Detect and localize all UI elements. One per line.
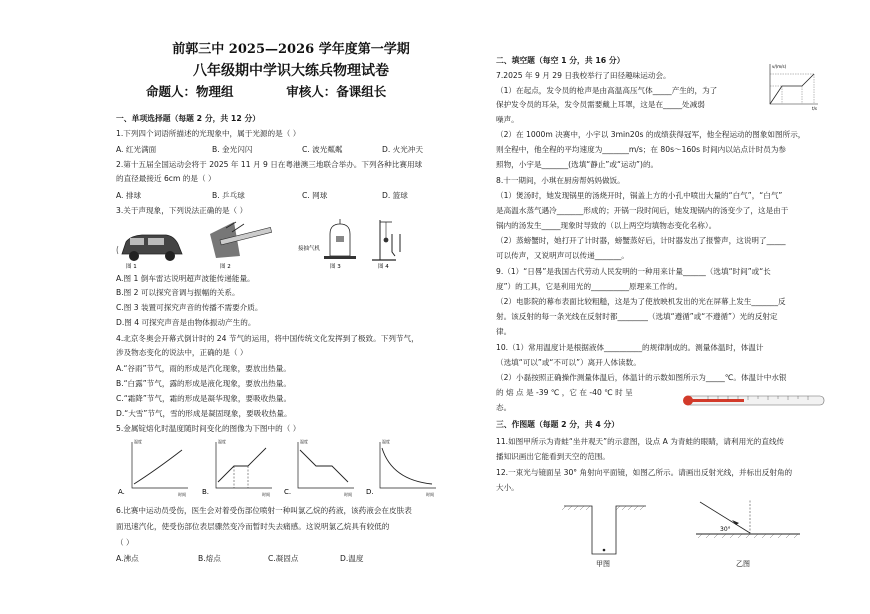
q10-line2: （选填“可以”或“不可以”）离开人体读数。 — [496, 358, 641, 367]
q11-line2: 播知识画出它能看到天空的范围。 — [496, 452, 610, 461]
q1-stem: 1.下列四个词语所描述的光现象中，属于光源的是（ ） — [116, 129, 301, 138]
fig4-label: 图 4 — [378, 264, 389, 270]
q10-line5: 态。 — [496, 403, 512, 412]
q7-graph-y-label: v/(m/s) — [772, 64, 787, 69]
q2-option-b: B. 乒乓球 — [212, 191, 245, 200]
q7-line5: （2）在 1000m 决赛中，小宇以 3min20s 的成绩获得冠军，他全程运动的图象如图所示， — [496, 130, 806, 139]
q1-option-c: C. 波光粼粼 — [302, 145, 343, 154]
q5-stem: 5.金属锭熔化时温度随时间变化的图像为下图中的（ ） — [116, 424, 301, 433]
fig2-ruler-icon — [210, 222, 272, 258]
thermometer-icon — [678, 391, 828, 411]
q8-line3: 是高温水蒸气遇冷_______形成的；开锅一段时间后，她发现锅内的汤变少了，这是由于 — [496, 206, 789, 215]
section3-title: 三、作图题（每题 2 分，共 4 分） — [496, 420, 620, 429]
q6-option-a: A.沸点 — [116, 554, 139, 563]
q5-a-axis-t: 温度 — [134, 439, 142, 444]
fig3-label: 图 3 — [330, 264, 341, 270]
q2-option-d: D. 篮球 — [382, 191, 408, 200]
q4-option-c: C.“霜降”节气，霜的形成是凝华现象，要吸收热量。 — [116, 394, 292, 403]
q12-line1: 12.一束光与镜面呈 30° 角射向平面镜，如图乙所示。请画出反射光线，并标出反射角的 — [496, 468, 793, 477]
q11-line1: 11.如图甲所示为青蛙“坐井观天”的示意图，设点 A 为青蛙的眼睛，请利用光的直线传 — [496, 437, 785, 446]
q5-graph-c — [284, 438, 354, 497]
exam-authors — [146, 82, 496, 100]
q4-option-a: A.“谷雨”节气，雨的形成是汽化现象，要放出热量。 — [116, 364, 291, 373]
well-figure — [562, 506, 646, 568]
exam-reviewer: 审核人：备课组长 — [286, 84, 387, 99]
q7-graph-x-label: t/s — [812, 106, 817, 111]
q10-line3: （2）小磊按照正确操作测量体温后，体温计的示数如图所示为_____℃。体温计中水银 — [496, 373, 787, 382]
q5-graph-b — [202, 438, 272, 497]
q7-line4: 噪声。 — [496, 115, 519, 124]
left-column — [116, 0, 466, 614]
q2-stem-line2: 的直径最接近 6cm 的是（ ） — [116, 174, 216, 183]
q3-option-c: C.图 3 装置可探究声音的传播不需要介质。 — [116, 303, 263, 312]
q5-graph-a — [118, 438, 188, 497]
fig1-car-icon — [116, 235, 182, 261]
q5-graphs — [116, 436, 466, 500]
fig3-bell-jar-icon — [324, 219, 356, 259]
q2-stem-line1: 2.第十五届全国运动会将于 2025 年 11 月 9 日在粤港澳三地联合举办。下列各种比赛用球 — [116, 160, 423, 169]
q10-line1: 10.（1）常用温度计是根据液体__________的规律制成的。测量体温时，体温计 — [496, 343, 764, 352]
q9-line5: 律。 — [496, 327, 512, 336]
q2-option-a: A. 排球 — [116, 191, 142, 200]
q3-stem: 3.关于声现象，下列说法正确的是（ ） — [116, 206, 248, 215]
q3-option-d: D.图 4 可探究声音是由物体振动产生的。 — [116, 318, 256, 327]
fig3-pump-label: 接抽气机 — [298, 246, 321, 252]
incident-angle-label: 30° — [720, 526, 731, 533]
q3-figures — [116, 216, 466, 270]
q9-line4: 射。该反射的每一条光线在反射时都________（选填“遵循”或“不遵循”）光的反射定 — [496, 312, 778, 321]
q1-option-b: B. 金光闪闪 — [212, 145, 253, 154]
q7-line2: （1）在起点，发令员的枪声是由高温高压气体_____产生的，为了 — [496, 86, 718, 95]
q8-line1: 8.十一期间，小琪在厨房帮妈妈做饭。 — [496, 176, 625, 185]
q8-line4: 锅内的汤发生_____现象时导致的（以上两空均填物态变化名称）。 — [496, 221, 717, 230]
fig2-label: 图 2 — [220, 264, 231, 270]
q10-line4: 的 熔 点 是 -39 ℃ ，它 在 -40 ℃ 时 呈 — [496, 388, 633, 397]
q7-line7: 照物，小宇是_______(选填“静止”或“运动”)的。 — [496, 160, 659, 169]
q8-line2: （1）煲汤时，她发现锅里的汤烧开时，锅盖上方的小孔中喷出大量的“白气”，“白气” — [496, 191, 783, 200]
q6-stem-line3: （ ） — [116, 538, 134, 547]
q6-option-c: C.凝固点 — [268, 554, 299, 563]
q5-option-d: D. — [366, 488, 374, 496]
q1-option-d: D. 火光冲天 — [382, 145, 424, 154]
q5-graph-d — [366, 438, 436, 497]
q5-d-axis-x: 时间 — [426, 492, 434, 497]
q3-option-b: B.图 2 可以探究音调与振幅的关系。 — [116, 288, 240, 297]
q4-option-d: D.“大雪”节气，雪的形成是凝固现象，要吸收热量。 — [116, 409, 292, 418]
q4-option-b: B.“白露”节气，露的形成是液化现象，要放出热量。 — [116, 379, 291, 388]
q7-line1: 7.2025 年 9 月 29 日我校举行了田径趣味运动会。 — [496, 71, 671, 80]
q6-stem-line2: 面迅速汽化，使受伤部位表层骤然变冷而暂时失去痛感。这说明氯乙烷具有较低的 — [116, 522, 390, 531]
q5-option-c: C. — [284, 488, 292, 496]
q5-d-axis-t: 温度 — [382, 439, 390, 444]
right-column — [496, 0, 846, 614]
exam-school-term: 前郭三中 2025—2026 学年度第一学期 — [172, 42, 410, 57]
q6-option-b: B.熔点 — [198, 554, 221, 563]
section1-title: 一、单项选择题（每题 2 分，共 12 分） — [116, 114, 261, 123]
exam-author: 命题人：物理组 — [146, 84, 234, 99]
q6-option-d: D.温度 — [340, 554, 364, 563]
q8-line5: （2）蒸螃蟹时，她打开了计时器，螃蟹蒸好后，计时器发出了报警声，这说明了_____ — [496, 236, 786, 245]
q7-line3: 保护发令员的耳朵，发令员需要戴上耳罩，这是在_____处减弱 — [496, 100, 705, 109]
q7-graph — [762, 62, 822, 112]
exam-title: 八年级期中学识大练兵物理试卷 — [193, 63, 389, 79]
q7-line6: 则全程中，他全程的平均速度为_______m/s；在 80s～160s 时间内以站点计时员为参 — [496, 145, 787, 154]
q9-line3: （2）电影院的幕布表面比较粗糙，这是为了使放映机发出的光在屏幕上发生_______反 — [496, 297, 786, 306]
q5-b-axis-x: 时间 — [262, 492, 270, 497]
q4-stem-line1: 4.北京冬奥会开幕式倒计时的 24 节气的运用，将中国传统文化发挥到了极致。下列节气， — [116, 334, 419, 343]
q5-c-axis-t: 温度 — [300, 439, 308, 444]
fig1-label: 图 1 — [126, 264, 137, 270]
q5-option-b: B. — [202, 488, 210, 496]
fig-yi-label: 乙图 — [736, 560, 750, 568]
q8-line6: 可以传声，又说明声可以传递_______。 — [496, 251, 629, 260]
q2-option-c: C. 网球 — [302, 191, 328, 200]
q4-stem-line2: 涉及物态变化的说法中，正确的是（ ） — [116, 348, 248, 357]
q5-a-axis-x: 时间 — [178, 492, 186, 497]
q1-option-a: A. 红光满面 — [116, 145, 157, 154]
q12-line2: 大小。 — [496, 483, 519, 492]
q6-stem-line1: 6.比赛中运动员受伤，医生会对着受伤部位喷射一种叫氯乙烷的药液，该药液会在皮肤表 — [116, 506, 412, 515]
q5-b-axis-t: 温度 — [218, 439, 226, 444]
q9-line2: 度”）的工具，它是利用光的__________原理来工作的。 — [496, 282, 683, 291]
q5-c-axis-x: 时间 — [344, 492, 352, 497]
fig4-tuning-fork-icon — [372, 220, 400, 260]
q3-option-a: A.图 1 倒车雷达说明超声波能传递能量。 — [116, 274, 255, 283]
mirror-figure — [696, 500, 800, 568]
fig-jia-label: 甲图 — [596, 560, 610, 568]
q11-q12-figures — [496, 490, 846, 580]
q9-line1: 9.（1）“日晷”是我国古代劳动人民发明的一种用来计量______（选填“时间”或“长 — [496, 267, 771, 276]
q5-option-a: A. — [118, 488, 125, 496]
section2-title: 二、填空题（每空 1 分，共 16 分） — [496, 56, 625, 65]
